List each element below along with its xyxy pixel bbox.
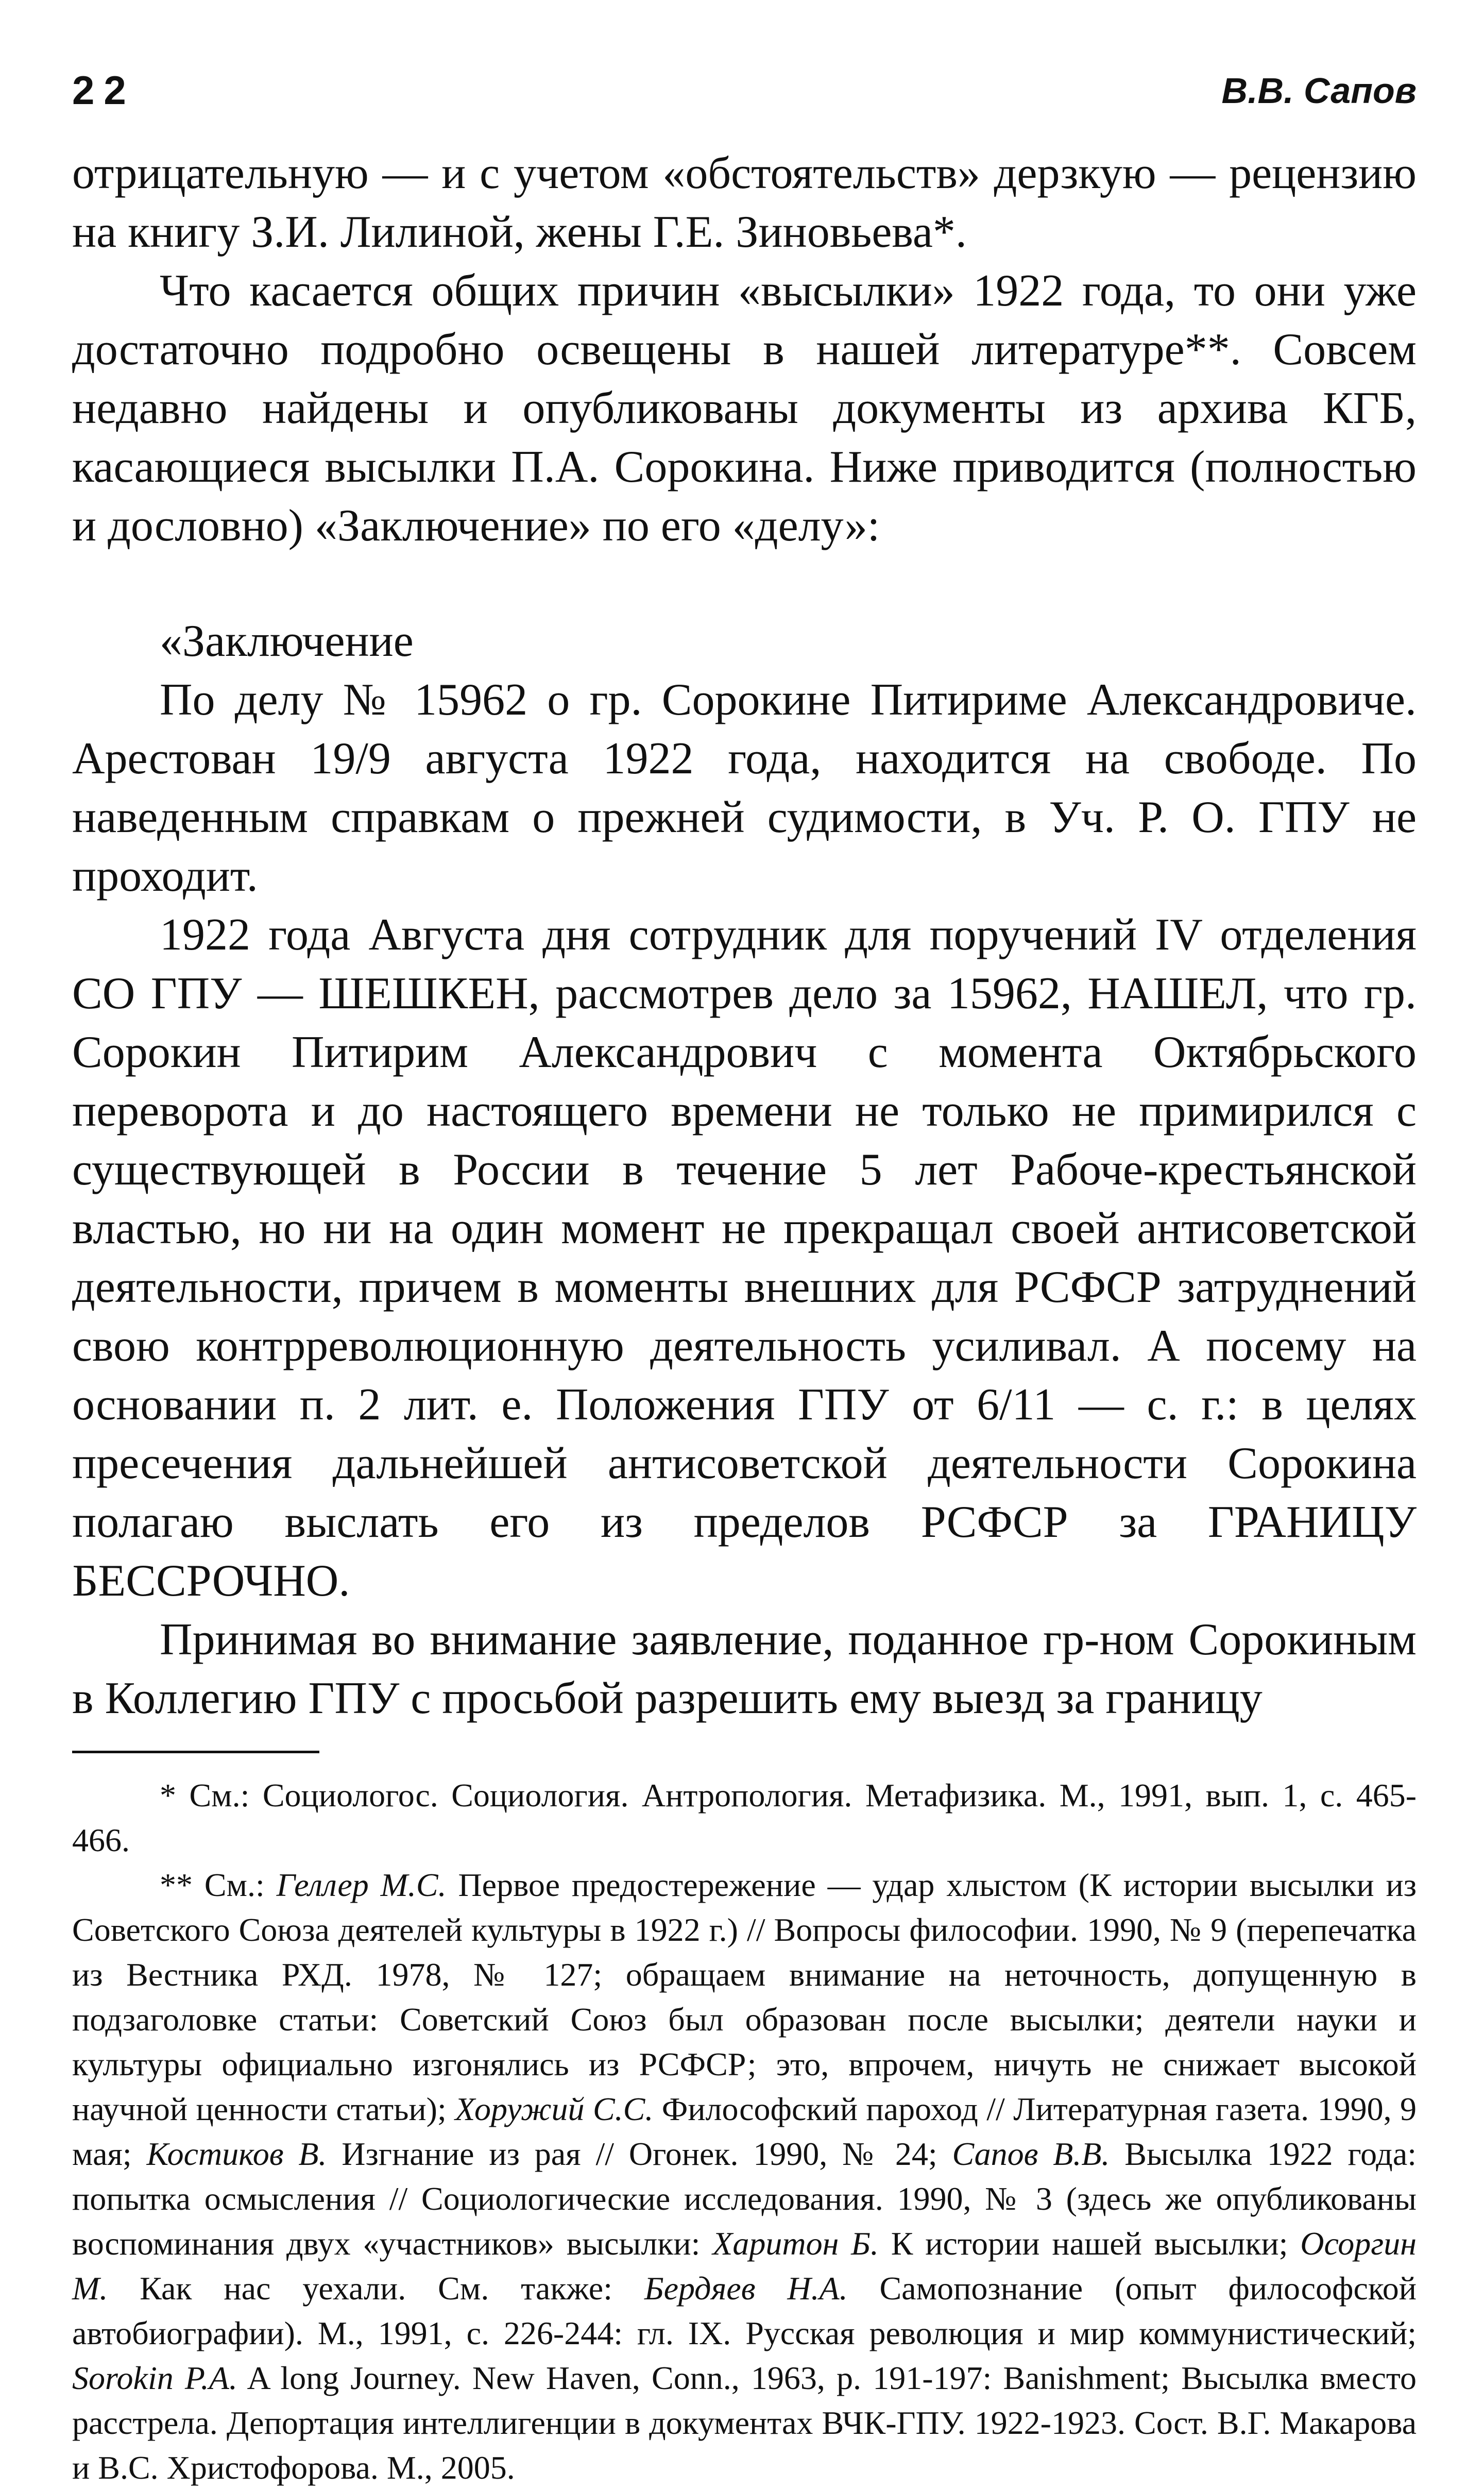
quote-paragraph-findings: 1922 года Августа дня сотрудник для поручений IV отделения СО ГПУ — ШЕШКЕН, рассмотрев дело за 15962, НАШЕЛ, что гр. Сорокин Питирим Александрович с момента Октябрьского переворота и до настоящего времени не только не примирился с существующей в России в течение 5 лет Рабоче-крестьянской властью, но ни на один момент не прекращал своей антисоветской деятельности, причем в моменты внешних для РСФСР затруднений свою контрреволюционную деятельность усиливал. А посему на основании п. 2 лит. е. Положения ГПУ от 6/11 — с. г.: в целях пресечения дальнейшей антисоветской деятельности Сорокина полагаю выслать его из пределов РСФСР за ГРАНИЦУ БЕССРОЧНО. xyxy=(72,910,1417,1606)
footnote-2-author: Харитон Б. xyxy=(712,2225,879,2262)
book-page xyxy=(72,67,1417,2490)
footnote-2-author: Бердяев Н.А. xyxy=(644,2270,848,2307)
footnote-2-text: Как нас уехали. См. также: xyxy=(108,2270,644,2307)
footnotes xyxy=(72,1773,1417,2490)
page-header xyxy=(72,67,1417,144)
quote-paragraph-case: По делу № 15962 о гр. Сорокине Питириме Александровиче. Арестован 19/9 августа 1922 года, находится на свободе. По наведенным справкам о прежней судимости, в Уч. Р. О. ГПУ не проходит. xyxy=(72,675,1417,901)
footnote-2-text: A long Journey. New Haven, Conn., 1963, p. 191-197: Banishment; Высылка вместо расстрела. Депортация интеллигенции в документах ВЧК-ГПУ. 1922-1923. Сост. В.Г. Макарова и В.С. Христофорова. М., 2005. xyxy=(72,2360,1417,2486)
footnote-2-text: Первое предостережение — удар хлыстом (К истории высылки из Советского Союза деятелей культуры в 1922 г.) // Вопросы философии. 1990, № 9 (перепечатка из Вестника РХД. 1978, № 127; обращаем внимание на неточность, допущенную в подзаголовке статьи: Советский Союз был образован после высылки; деятели науки и культуры официально изгонялись из РСФСР; это, впрочем, ничуть не снижает высокой научной ценности статьи); xyxy=(72,1867,1417,2127)
footnote-2-text: Самопознание (опыт философской автобиографии). М., 1991, с. 226-244: гл. IX. Русская революция и мир коммунистический; xyxy=(72,2270,1417,2351)
footnote-divider xyxy=(72,1751,319,1753)
footnote-2-author: Геллер М.С. xyxy=(276,1867,447,1903)
quote-title: «Заключение xyxy=(160,616,414,666)
footnote-2-text: Философский пароход // Литературная газета. 1990, 9 мая; xyxy=(72,2091,1417,2172)
footnote-2-author: Осоргин М. xyxy=(72,2225,1417,2307)
footnote-2-author: Сапов В.В. xyxy=(952,2136,1110,2172)
paragraph-causes: Что касается общих причин «высылки» 1922 года, то они уже достаточно подробно освещены в нашей литературе**. Совсем недавно найдены и опубликованы документы из архива КГБ, касающиеся высылки П.А. Сорокина. Ниже приводится (полностью и дословно) «Заключение» по его «делу»: xyxy=(72,266,1417,551)
footnote-2-text: Изгнание из рая // Огонек. 1990, № 24; xyxy=(327,2136,952,2172)
footnote-2 xyxy=(72,1862,1417,2490)
footnote-2-text: ** См.: xyxy=(160,1867,277,1903)
footnote-2-author: Хоружий С.С. xyxy=(455,2091,654,2127)
main-text xyxy=(72,144,1417,1728)
footnote-1: * См.: Социологос. Социология. Антропология. Метафизика. М., 1991, вып. 1, с. 465-466. xyxy=(72,1777,1417,1858)
footnote-2-author: Sorokin P.A. xyxy=(72,2360,237,2396)
paragraph-continuation: отрицательную — и с учетом «обстоятельств» дерзкую — рецензию на книгу З.И. Лилиной, жены Г.Е. Зиновьева*. xyxy=(72,148,1417,257)
footnote-2-text: К истории нашей высылки; xyxy=(878,2225,1301,2262)
quote-paragraph-request: Принимая во внимание заявление, поданное гр-ном Сорокиным в Коллегию ГПУ с просьбой разрешить ему выезд за границу xyxy=(72,1615,1417,1723)
footnote-2-author: Костиков В. xyxy=(146,2136,327,2172)
running-head-author: В.В. Сапов xyxy=(1221,71,1417,111)
page-number: 22 xyxy=(72,67,135,113)
footnote-2-text: Высылка 1922 года: попытка осмысления // Социологические исследования. 1990, № 3 (здесь же опубликованы воспоминания двух «участников» высылки: xyxy=(72,2136,1417,2262)
